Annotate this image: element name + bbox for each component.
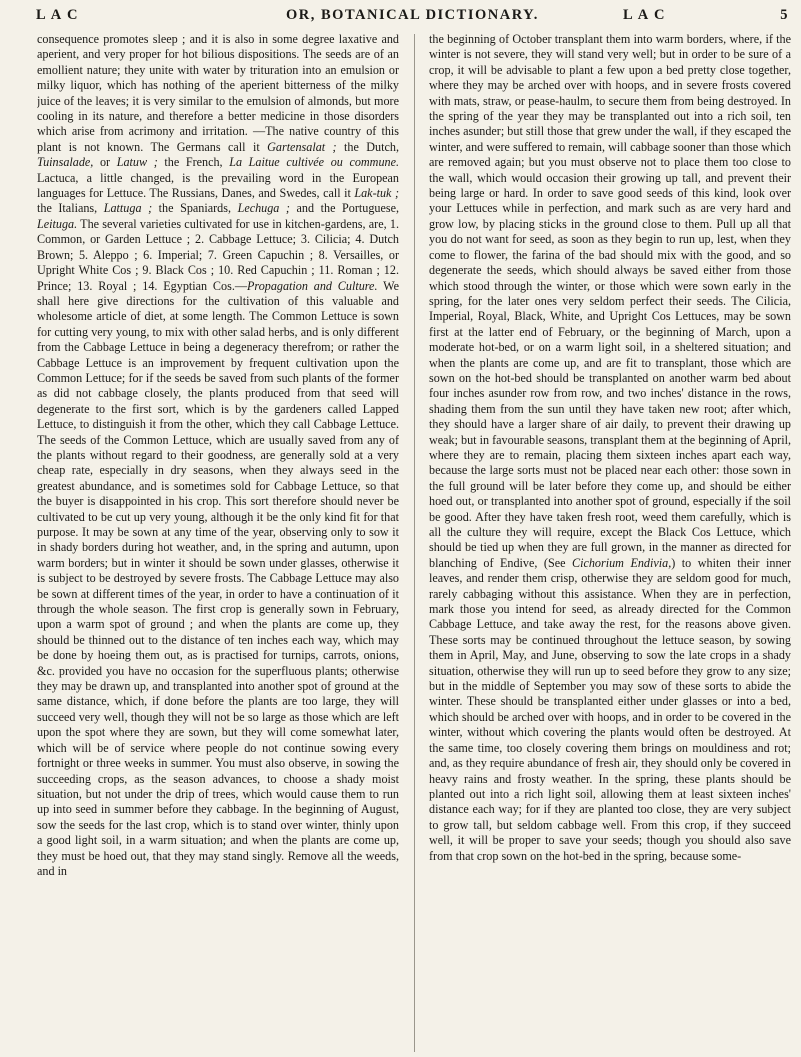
text-run: and the Portuguese,: [289, 201, 399, 216]
left-column: [37, 32, 399, 1052]
term-russian: Lak-tuk ;: [354, 186, 399, 201]
text-run: ) to whiten their inner leaves, and render them crisp, otherwise they are seldom good for much, rarely cabbaging without this assistance. When they are in perfection, mark those you intend for seed, as already directed for the Common Cabbage Lettuce, and take away the rest, for the reasons above given. These sorts may be continued throughout the lettuce season, by sowing them in April, May, and June, observing to sow the late crops in a shady situation, otherwise they will run up to seed before they grow to any size; but in the middle of September you may sow of these sorts to abide the winter. These should be transplanted either under glasses or into a bed, which should be arched over with hoops, and in order to be covered in the winter, without which covering the plants would often be destroyed. At the same time, too closely covering them brings on mouldiness and rot; and, as they require abundance of fresh air, they should only be covered in heavy rains and frosty weather. In the spring, these plants should be planted out into a rich light soil, allowing them at least sixteen inches' distance each way; for if they are planted too close, they are very subject to grow tall, but seldom cabbage well. From this crop, if they succeed well, it will be proper to save your seeds; though you should also save from that crop sown on the hot-bed in the spring, because some-: [429, 555, 791, 863]
right-column: [429, 32, 791, 1052]
text-run: consequence promotes sleep ; and it is also in some degree laxative and aperient, and very proper for hot bilious dispositions. The seeds are of an emollient nature; they unite with water by trituration into an emulsion or milky liquor, which has nothing of the aperient bitterness of the milky juice of the leaves; it is very similar to the emulsion of almonds, but more cooling in its nature, and therefore a better medicine in those disorders which arise from acrimony and irritation. —The native country of this plant is not known. The Germans call it: [37, 32, 399, 154]
section-heading-propagation: Propagation and Culture.: [247, 278, 378, 293]
text-run: the beginning of October transplant them into warm borders, where, if the winter is not severe, they will stand very well; but in order to be sure of a crop, it will be advisable to plant a few upon a bed pretty close together, where they may be arched over with hoops, and in severe frosts covered with mats, straw, or pease-haulm, to secure them from being destroyed. In the spring of the year they may be transplanted out into a rich soil, ten inches asunder; but still those that grew under the wall, if they escaped the winter, and were suffered to remain, will cabbage sooner than those which are removed again; but you must observe not to place them too close to the wall, which would occasion their growing up tall, and prevent their being large or hard. In order to save good seeds of this kind, look over your Lettuces while in perfection, and mark such as are very hard and grow low, by placing sticks in the ground close to them. Pull up all that you do not want for seed, as soon as they begin to run up, lest, when they come to flower, the farina of the bad should mix with the good, and so degenerate the seeds, which should always be saved either from those which stood through the winter, or those which were sown early in the spring, for the later ones very seldom perfect their seeds. The Cilicia, Imperial, Royal, Black, White, and Upright Cos Lettuces, may be sown first at the latter end of February, or the beginning of March, upon a moderate hot-bed, or on a warm light soil, in a sheltered situation; and when the plants are come up, and are fit to transplant, those which are sown on the hot-bed should be transplanted on another warm bed about four inches asunder row from row, and two inches' distance in the rows, shading them from the sun until they have taken new root; after which, they should have a larger share of air daily, to prevent their drawing up weak; but in favourable seasons, transplant them at the beginning of April, where they are to remain, placing them sixteen inches apart each way, because the large sorts must not be placed near each other: those sown in the full ground will be later before they come up, and should be either hoed out, or transplanted into another spot of ground, especially if the soil be good. After they have taken fresh root, weed them carefully, which is all the culture they will require, except the Black Cos Lettuce, which should be tied up when they are full grown, in the manner as directed for blanching of Endive, (See: [429, 32, 791, 570]
term-french: La Laitue cultivée ou commune.: [229, 155, 399, 170]
text-run: the Italians,: [37, 201, 104, 216]
text-run: the Dutch,: [336, 139, 399, 154]
term-italian: Lattuga ;: [103, 201, 153, 216]
term-portuguese: Leituga.: [37, 216, 78, 231]
column-divider: [414, 34, 415, 1052]
term-dutch: Tuinsalade,: [37, 155, 94, 170]
term-dutch-alt: Latuw ;: [116, 155, 158, 170]
text-run: The several varieties cultivated for use in kitchen-gardens, are, 1. Common, or Garden Lettuce ; 2. Cabbage Lettuce; 3. Cilicia; 4. Dutch Brown; 5. Aleppo ; 6. Imperial; 7. Green Capuchin ; 8. Versailles, or Upright White Cos ; 9. Black Cos ; 10. Red Capuchin ; 11. Roman ; 12. Prince; 13. Royal ; 14. Egyptian Cos.—: [37, 216, 399, 293]
text-run: or: [93, 155, 117, 170]
running-head: [36, 2, 789, 30]
term-german: Gartensalat ;: [267, 139, 337, 154]
text-run: Lactuca, a little changed, is the prevailing word in the European languages for Lettuce. The Russians, Danes, and Swedes, call it: [37, 170, 399, 201]
left-column-paragraph: [37, 32, 399, 879]
text-run: the French,: [157, 155, 230, 170]
term-spanish: Lechuga ;: [237, 201, 290, 216]
right-column-paragraph: [429, 32, 791, 864]
running-head-left: L A C: [36, 7, 79, 23]
cross-reference-cichorium: Cichorium Endivia,: [572, 555, 672, 570]
text-columns: [37, 32, 791, 1052]
text-run: the Spaniards,: [152, 201, 238, 216]
text-run: We shall here give directions for the cultivation of this valuable and wholesome article of diet, at some length. The Common Lettuce is sown for cutting very young, to mix with other salad herbs, and is only different from the Cabbage Lettuce in being a degeneracy therefrom; or rather the Cabbage Lettuce is an improvement by frequent cultivation upon the Common Lettuce; for if the seeds be saved from such plants of the former as did not cabbage closely, the plants produced from that seed will degenerate to the first sort, which is by the gardeners called Lapped Lettuce, to distinguish it from the other, which they call Cabbage Lettuce. The seeds of the Common Lettuce, which are usually saved from any of the plants without regard to their goodness, are generally sold at a very cheap rate, especially in dry seasons, when they always seed in the greatest abundance, and is sometimes sold for Cabbage Lettuce, so that the buyer is disappointed in his crop. This sort therefore should never be cultivated to be cut up very young, although it be the only kind fit for that purpose. It may be sown at any time of the year, observing only to sow it in shady borders during hot weather, and, in the spring and autumn, upon warm borders; but in winter it should be sown under glasses, otherwise it is subject to be destroyed by severe frosts. The Cabbage Lettuce may also be sown at different times of the year, in order to have a continuation of it through the whole season. The first crop is generally sown in February, upon a warm spot of ground ; and when the plants are come up, they should be thinned out to the distance of ten inches each way, which may be done by hoeing them out, as is practised for turnips, carrots, onions, &c. provided you have no occasion for the superfluous plants; otherwise they may be drawn up, and transplanted into another spot of ground at the same distance, which, if done before the plants are too large, they will succeed very well, though they will not be so large as those which are left upon the spot where they are sown, but they will come somewhat later, which will be of service where people do not continue sowing every fortnight or three weeks in summer. You must also observe, in sowing the succeeding crops, as the season advances, to choose a shady moist situation, but not under the drip of trees, which would cause them to run up into seed in summer before they cabbage. In the beginning of August, sow the seeds for the last crop, which is to stand over winter, thinly upon a good light soil, in a warm situation; and when the plants are come up, they must be hoed out, that they may stand singly. Remove all the weeds, and in: [37, 278, 399, 878]
running-head-title: OR, BOTANICAL DICTIONARY.: [286, 7, 539, 23]
running-head-right: L A C: [623, 7, 666, 23]
page-number: 5: [780, 7, 789, 23]
